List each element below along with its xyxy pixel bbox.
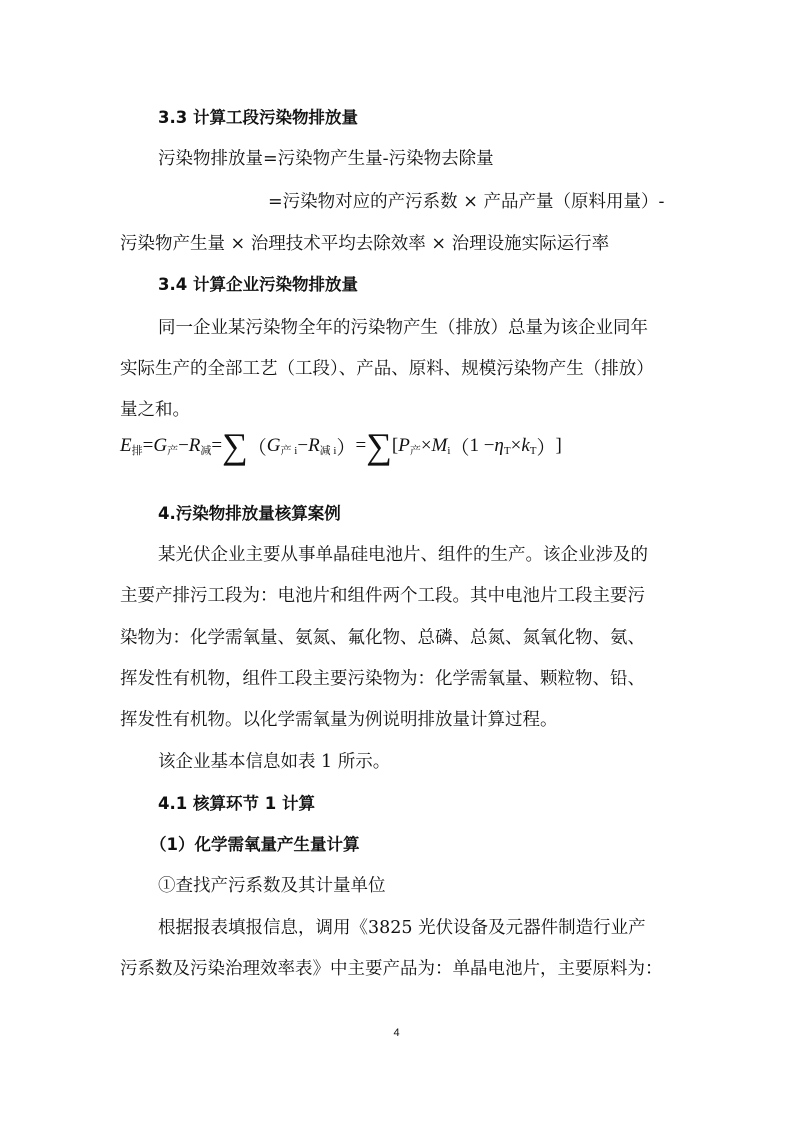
formula-one: 1 − <box>469 435 495 456</box>
formula-r2-sub: 减 i <box>319 445 337 458</box>
formula-eq3: = <box>355 435 367 456</box>
formula-g: G <box>153 435 168 456</box>
paragraph-line: 实际生产的全部工艺（工段）、产品、原料、规模污染物产生（排放） <box>120 359 654 379</box>
paragraph-line: =污染物对应的产污系数 × 产品产量（原料用量）- <box>268 192 665 212</box>
formula-close2: ） <box>536 437 556 459</box>
paragraph-line: 同一企业某污染物全年的污染物产生（排放）总量为该企业同年 <box>158 318 648 338</box>
section-heading: 3.4 计算企业污染物排放量 <box>158 275 358 294</box>
formula-bracket-open: [ <box>391 435 399 456</box>
formula-m: M <box>431 435 448 456</box>
paragraph-line: ①查找产污系数及其计量单位 <box>158 876 386 896</box>
formula-g-sub: 产 <box>167 445 179 458</box>
formula-p: P <box>398 435 410 456</box>
section-heading: 4.1 核算环节 1 计算 <box>158 794 315 813</box>
formula-k: k <box>521 435 530 456</box>
formula-eq2: = <box>211 435 223 456</box>
section-heading: 4.污染物排放量核算案例 <box>158 504 341 523</box>
section-heading: 3.3 计算工段污染物排放量 <box>158 108 358 127</box>
formula-g2-sub: 产 i <box>280 445 298 458</box>
emission-formula <box>120 428 680 468</box>
formula-g2: G <box>266 435 281 456</box>
paragraph-line: 根据报表填报信息，调用《3825 光伏设备及元器件制造行业产 <box>158 918 646 938</box>
paragraph-line: 量之和。 <box>120 400 190 420</box>
formula-r-sub: 减 <box>200 445 212 458</box>
paragraph-line: 该企业基本信息如表 1 所示。 <box>158 752 391 772</box>
formula-bracket-close: ] <box>555 435 562 456</box>
paragraph-line: 污染物产生量 × 治理技术平均去除效率 × 治理设施实际运行率 <box>120 234 610 254</box>
paragraph-line: 污染物排放量=污染物产生量-污染物去除量 <box>158 149 494 169</box>
sum-symbol: ∑ <box>222 426 248 466</box>
paragraph-line: 挥发性有机物。以化学需氧量为例说明排放量计算过程。 <box>120 710 558 730</box>
formula-close1: ） <box>336 437 356 459</box>
paragraph-line: 染物为：化学需氧量、氨氮、氟化物、总磷、总氮、氮氧化物、氨、 <box>120 628 645 648</box>
formula-k-sub: T <box>529 445 537 458</box>
paragraph-line: 污系数及污染治理效率表》中主要产品为：单晶电池片，主要原料为： <box>120 959 663 979</box>
sum-symbol-2: ∑ <box>366 426 392 466</box>
formula-open2: （ <box>450 437 470 459</box>
formula-r2: R <box>308 435 320 456</box>
formula-minus1: − <box>178 435 189 456</box>
formula-e: E <box>120 435 132 456</box>
formula-eta: η <box>494 435 504 456</box>
formula-eta-sub: T <box>503 445 511 458</box>
paragraph-line: 某光伏企业主要从事单晶硅电池片、组件的生产。该企业涉及的 <box>158 545 648 565</box>
formula-times2: × <box>510 435 522 456</box>
paragraph-line: 主要产排污工段为：电池片和组件两个工段。其中电池片工段主要污 <box>120 586 645 606</box>
formula-times1: × <box>420 435 432 456</box>
paragraph-line: 挥发性有机物，组件工段主要污染物为：化学需氧量、颗粒物、铅、 <box>120 669 645 689</box>
formula-e-sub: 排 <box>131 445 143 458</box>
formula-open1: （ <box>247 437 267 459</box>
formula-p-sub: 产 <box>409 445 421 458</box>
formula-m-sub: i <box>447 445 451 458</box>
section-heading: （1）化学需氧量产生量计算 <box>150 835 360 854</box>
formula-minus2: − <box>297 435 309 456</box>
page-number: 4 <box>393 1027 400 1039</box>
formula-eq1: = <box>142 435 154 456</box>
formula-r: R <box>188 435 201 456</box>
